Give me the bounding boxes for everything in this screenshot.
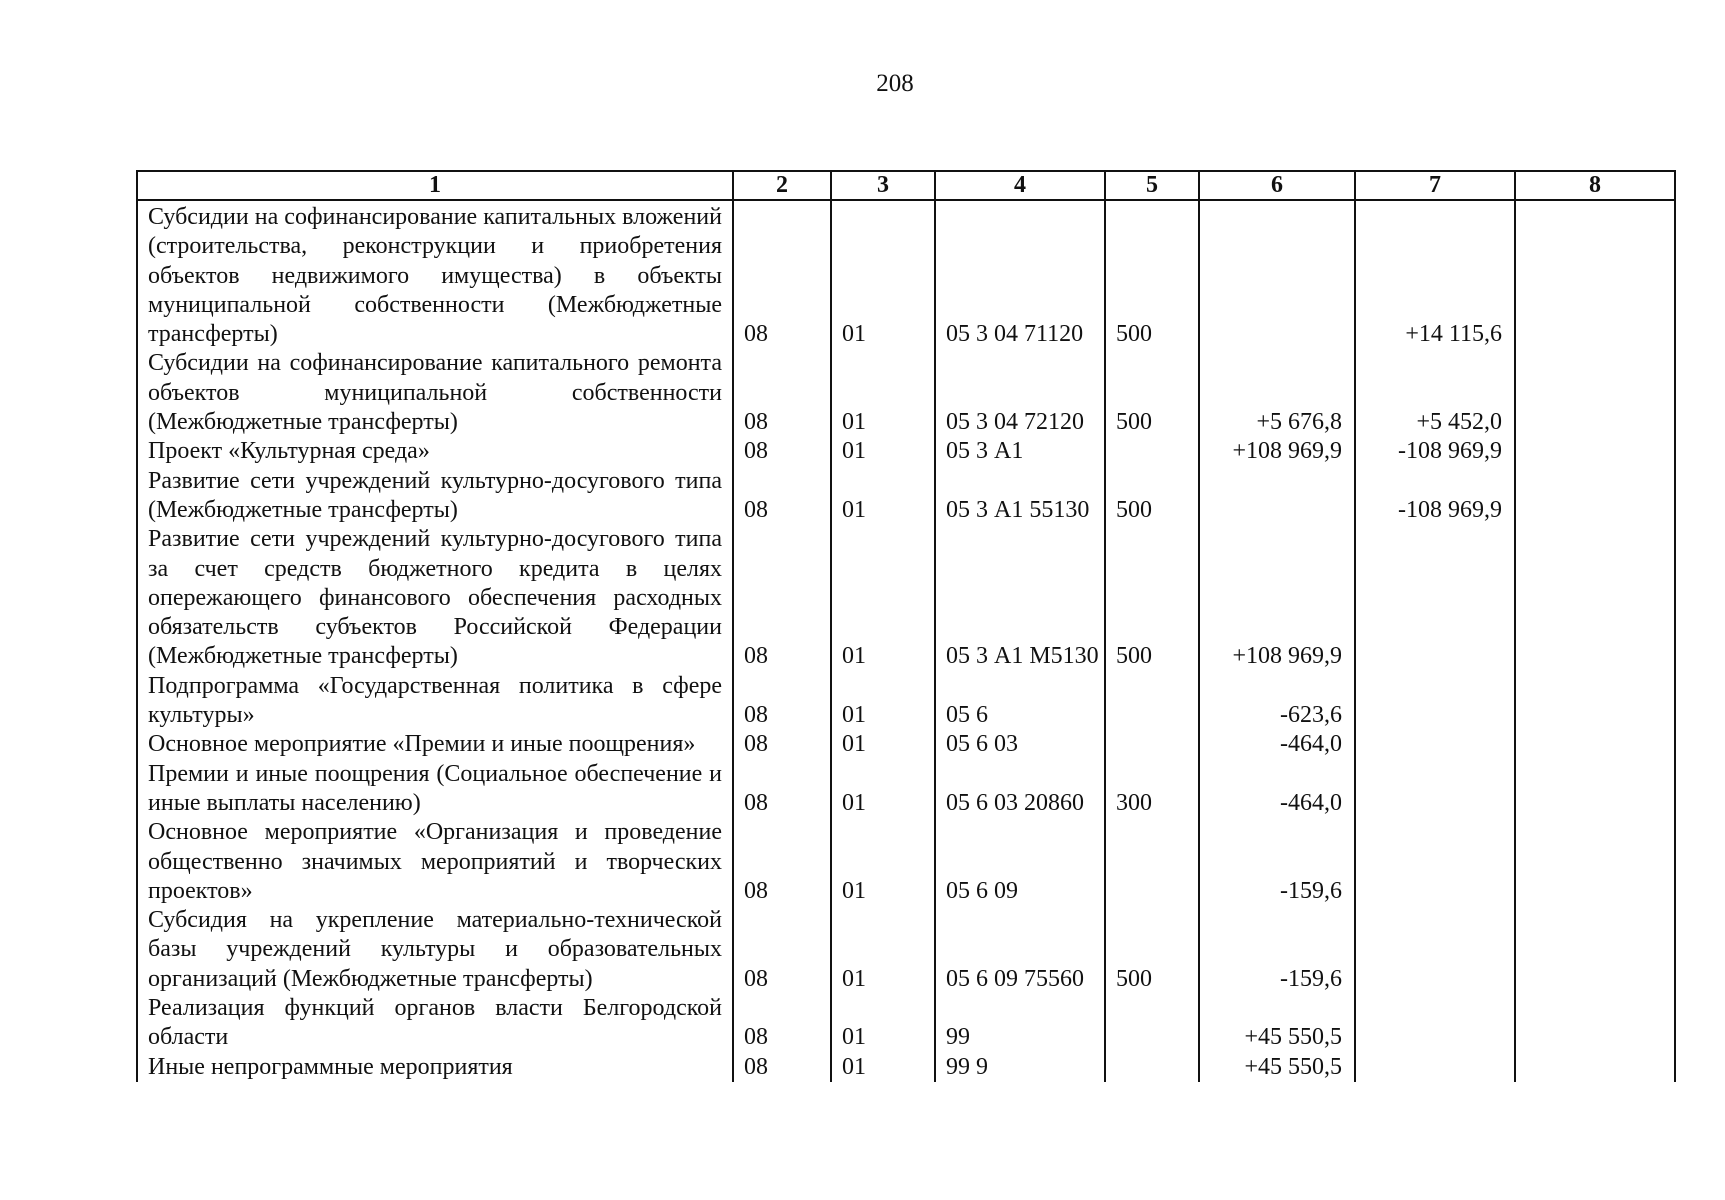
row-target-article: 05 6 03 20860 — [935, 760, 1105, 819]
header-col-6: 6 — [1199, 171, 1355, 200]
row-expense-type: 500 — [1105, 467, 1199, 526]
row-expense-type — [1105, 1053, 1199, 1082]
row-description: Реализация функций органов власти Белгородской области — [137, 994, 733, 1053]
table-row — [137, 906, 1675, 994]
table-row — [137, 437, 1675, 466]
row-expense-type — [1105, 818, 1199, 906]
row-target-article: 05 3 А1 — [935, 437, 1105, 466]
row-amount-8 — [1515, 467, 1675, 526]
row-description: Субсидия на укрепление материально-технической базы учреждений культуры и образовательных организаций (Межбюджетные трансферты) — [137, 906, 733, 994]
row-target-article: 05 6 03 — [935, 730, 1105, 759]
row-description: Субсидии на софинансирование капитального ремонта объектов муниципальной собственности (Межбюджетные трансферты) — [137, 349, 733, 437]
row-amount-6: +45 550,5 — [1199, 994, 1355, 1053]
row-section: 08 — [733, 760, 831, 819]
row-section: 08 — [733, 200, 831, 349]
row-description: Развитие сети учреждений культурно-досугового типа за счет средств бюджетного кредита в целях опережающего финансового обеспечения расходных обязательств субъектов Российской Федерации (Межбюджетные трансферты) — [137, 525, 733, 671]
row-amount-6 — [1199, 200, 1355, 349]
row-amount-7 — [1355, 525, 1515, 671]
row-section: 08 — [733, 672, 831, 731]
row-target-article: 05 6 09 75560 — [935, 906, 1105, 994]
header-col-3: 3 — [831, 171, 935, 200]
row-description: Основное мероприятие «Премии и иные поощрения» — [137, 730, 733, 759]
row-subsection: 01 — [831, 730, 935, 759]
row-section: 08 — [733, 437, 831, 466]
row-section: 08 — [733, 906, 831, 994]
row-expense-type — [1105, 994, 1199, 1053]
row-target-article: 99 9 — [935, 1053, 1105, 1082]
header-col-2: 2 — [733, 171, 831, 200]
row-target-article: 05 6 — [935, 672, 1105, 731]
row-subsection: 01 — [831, 1053, 935, 1082]
row-amount-8 — [1515, 760, 1675, 819]
row-amount-6: -623,6 — [1199, 672, 1355, 731]
table-row — [137, 994, 1675, 1053]
row-description: Основное мероприятие «Организация и проведение общественно значимых мероприятий и творческих проектов» — [137, 818, 733, 906]
table-row — [137, 349, 1675, 437]
row-expense-type: 500 — [1105, 525, 1199, 671]
row-amount-7 — [1355, 760, 1515, 819]
row-description: Подпрограмма «Государственная политика в сфере культуры» — [137, 672, 733, 731]
row-target-article: 05 3 А1 55130 — [935, 467, 1105, 526]
row-target-article: 05 6 09 — [935, 818, 1105, 906]
row-expense-type — [1105, 730, 1199, 759]
header-row — [137, 171, 1675, 200]
row-section: 08 — [733, 1053, 831, 1082]
table-body — [137, 200, 1675, 1082]
row-amount-8 — [1515, 525, 1675, 671]
page-number: 208 — [876, 70, 914, 97]
row-amount-8 — [1515, 994, 1675, 1053]
row-subsection: 01 — [831, 672, 935, 731]
row-subsection: 01 — [831, 906, 935, 994]
row-expense-type: 300 — [1105, 760, 1199, 819]
table-row — [137, 818, 1675, 906]
row-description: Проект «Культурная среда» — [137, 437, 733, 466]
budget-table — [136, 170, 1676, 1082]
row-amount-6: -159,6 — [1199, 906, 1355, 994]
row-subsection: 01 — [831, 200, 935, 349]
row-amount-8 — [1515, 818, 1675, 906]
table-row — [137, 760, 1675, 819]
row-expense-type — [1105, 672, 1199, 731]
row-expense-type: 500 — [1105, 200, 1199, 349]
row-amount-8 — [1515, 906, 1675, 994]
row-section: 08 — [733, 730, 831, 759]
row-subsection: 01 — [831, 760, 935, 819]
row-section: 08 — [733, 994, 831, 1053]
header-col-7: 7 — [1355, 171, 1515, 200]
table-row — [137, 1053, 1675, 1082]
row-amount-6: -464,0 — [1199, 760, 1355, 819]
row-subsection: 01 — [831, 818, 935, 906]
row-section: 08 — [733, 818, 831, 906]
row-amount-8 — [1515, 672, 1675, 731]
row-subsection: 01 — [831, 349, 935, 437]
row-amount-6 — [1199, 467, 1355, 526]
row-section: 08 — [733, 525, 831, 671]
row-subsection: 01 — [831, 994, 935, 1053]
row-amount-7 — [1355, 672, 1515, 731]
header-col-8: 8 — [1515, 171, 1675, 200]
row-expense-type: 500 — [1105, 349, 1199, 437]
row-amount-7: -108 969,9 — [1355, 437, 1515, 466]
row-amount-7: +5 452,0 — [1355, 349, 1515, 437]
table-row — [137, 200, 1675, 349]
row-target-article: 05 3 А1 М5130 — [935, 525, 1105, 671]
table-row — [137, 672, 1675, 731]
header-col-1: 1 — [137, 171, 733, 200]
row-section: 08 — [733, 349, 831, 437]
row-amount-6: -159,6 — [1199, 818, 1355, 906]
table-row — [137, 467, 1675, 526]
row-target-article: 05 3 04 72120 — [935, 349, 1105, 437]
row-section: 08 — [733, 467, 831, 526]
row-description: Премии и иные поощрения (Социальное обеспечение и иные выплаты населению) — [137, 760, 733, 819]
table-row — [137, 525, 1675, 671]
row-amount-6: +45 550,5 — [1199, 1053, 1355, 1082]
row-amount-6: +5 676,8 — [1199, 349, 1355, 437]
header-col-4: 4 — [935, 171, 1105, 200]
row-amount-8 — [1515, 730, 1675, 759]
row-amount-6: -464,0 — [1199, 730, 1355, 759]
row-amount-8 — [1515, 1053, 1675, 1082]
row-amount-8 — [1515, 200, 1675, 349]
row-amount-8 — [1515, 437, 1675, 466]
row-subsection: 01 — [831, 467, 935, 526]
row-target-article: 05 3 04 71120 — [935, 200, 1105, 349]
row-description: Развитие сети учреждений культурно-досугового типа (Межбюджетные трансферты) — [137, 467, 733, 526]
row-expense-type: 500 — [1105, 906, 1199, 994]
row-amount-7 — [1355, 1053, 1515, 1082]
row-subsection: 01 — [831, 437, 935, 466]
table-row — [137, 730, 1675, 759]
row-amount-8 — [1515, 349, 1675, 437]
row-amount-7: +14 115,6 — [1355, 200, 1515, 349]
row-subsection: 01 — [831, 525, 935, 671]
header-col-5: 5 — [1105, 171, 1199, 200]
row-description: Субсидии на софинансирование капитальных вложений (строительства, реконструкции и приобретения объектов недвижимого имущества) в объекты муниципальной собственности (Межбюджетные трансферты) — [137, 200, 733, 349]
row-amount-7 — [1355, 906, 1515, 994]
row-amount-6: +108 969,9 — [1199, 525, 1355, 671]
row-description: Иные непрограммные мероприятия — [137, 1053, 733, 1082]
row-expense-type — [1105, 437, 1199, 466]
row-amount-7 — [1355, 730, 1515, 759]
row-amount-7: -108 969,9 — [1355, 467, 1515, 526]
row-target-article: 99 — [935, 994, 1105, 1053]
row-amount-7 — [1355, 994, 1515, 1053]
row-amount-7 — [1355, 818, 1515, 906]
row-amount-6: +108 969,9 — [1199, 437, 1355, 466]
